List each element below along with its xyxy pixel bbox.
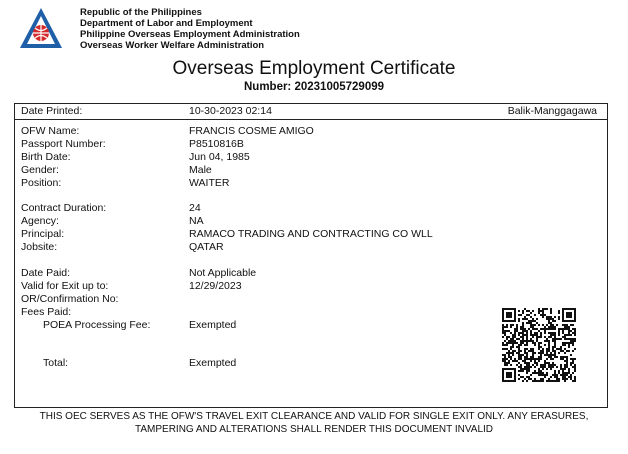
passport-value: P8510816B [189,138,244,150]
agency-label: Agency: [21,215,59,227]
notice-line-2: TAMPERING AND ALTERATIONS SHALL RENDER THIS DOCUMENT INVALID [134,424,494,435]
birth-date-value: Jun 04, 1985 [189,151,250,163]
fees-paid-label: Fees Paid: [21,306,72,318]
date-paid-label: Date Paid: [21,267,71,279]
valid-exit-label: Valid for Exit up to: [21,280,109,292]
agency-value: NA [189,215,204,227]
position-value: WAITER [189,177,230,189]
certificate-title-block [0,58,628,94]
certificate-title: Overseas Employment Certificate [172,58,456,79]
poea-line: Philippine Overseas Employment Administration [80,29,300,40]
date-printed-row [15,104,607,120]
republic-line: Republic of the Philippines [80,7,202,18]
birth-date-label: Birth Date: [21,151,71,163]
category-badge: Balik-Manggagawa [507,105,597,117]
certificate-number-line [0,80,628,94]
poea-logo-icon [18,6,64,50]
valid-exit-value: 12/29/2023 [189,280,242,292]
notice-line-1: THIS OEC SERVES AS THE OFW'S TRAVEL EXIT CLEARANCE AND VALID FOR SINGLE EXIT ONLY. ANY ERASURES, [39,411,589,422]
total-label: Total: [43,357,69,369]
jobsite-label: Jobsite: [21,241,58,253]
date-paid-value: Not Applicable [189,267,257,279]
owwa-line: Overseas Worker Welfare Administration [80,40,265,51]
certificate-box [14,103,608,408]
date-printed-label: Date Printed: [21,105,83,117]
dole-line: Department of Labor and Employment [80,18,253,29]
ofw-name-value: FRANCIS COSME AMIGO [189,125,314,137]
passport-label: Passport Number: [21,138,106,150]
poea-fee-value: Exempted [189,319,237,331]
position-label: Position: [21,177,62,189]
total-value: Exempted [189,357,237,369]
gender-value: Male [189,164,212,176]
principal-value: RAMACO TRADING AND CONTRACTING CO WLL [189,228,433,240]
poea-fee-label: POEA Processing Fee: [43,319,151,331]
contract-duration-label: Contract Duration: [21,202,107,214]
jobsite-value: QATAR [189,241,224,253]
validity-notice [0,410,628,436]
date-printed-value: 10-30-2023 02:14 [189,105,272,117]
gender-label: Gender: [21,164,59,176]
qr-code-icon [502,308,576,382]
ofw-name-label: OFW Name: [21,125,80,137]
certificate-number: 20231005729099 [294,81,385,93]
contract-duration-value: 24 [189,202,201,214]
principal-label: Principal: [21,228,65,240]
certificate-number-label: Number: [243,81,292,93]
agency-names [80,7,300,51]
or-confirmation-label: OR/Confirmation No: [21,293,119,305]
